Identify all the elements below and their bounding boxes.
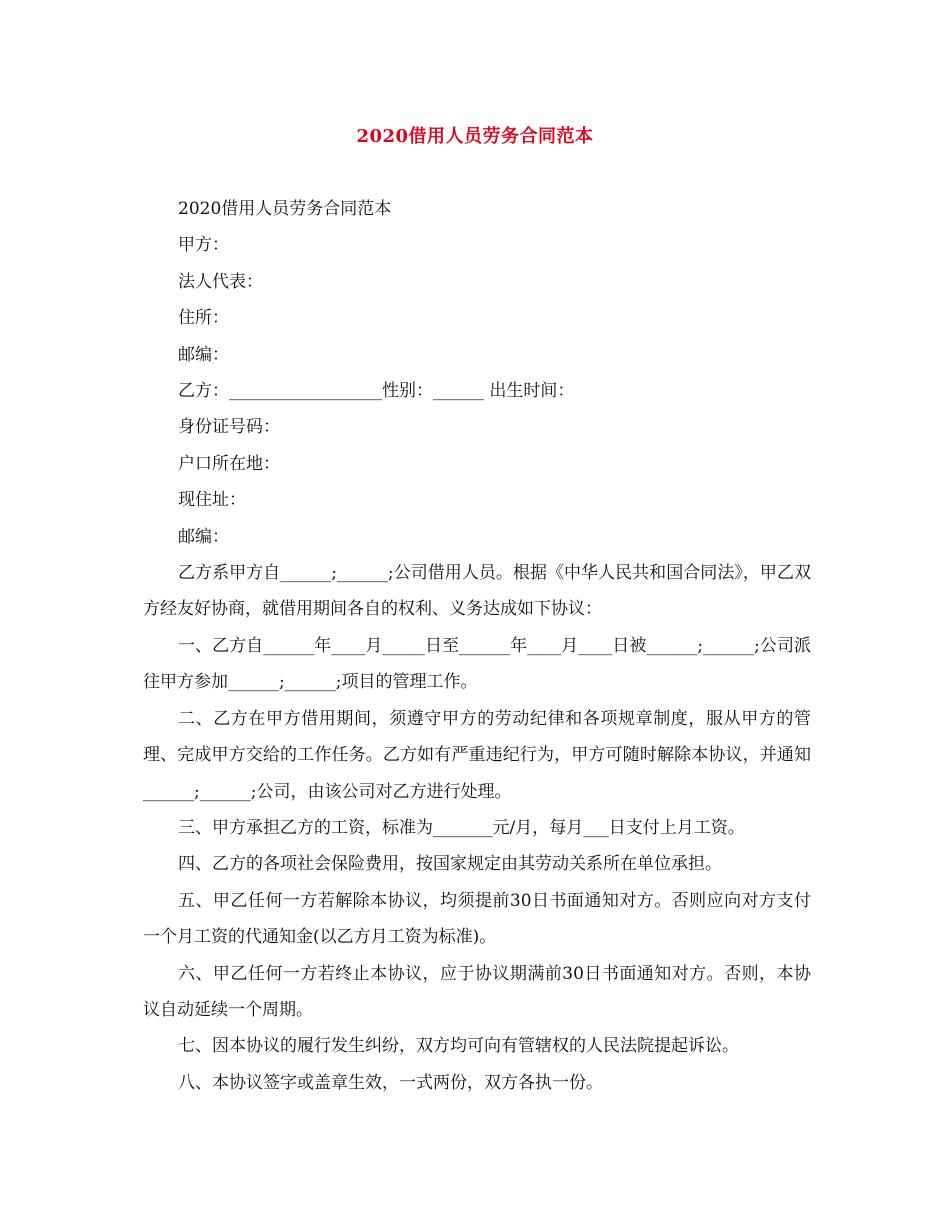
paragraph-legal-representative: 法人代表：	[178, 271, 263, 292]
clause-5: 五、甲乙任何一方若解除本协议，均须提前30日书面通知对方。否则应向对方支付一个月工资的代通知金(以乙方月工资为标准)。	[143, 890, 811, 948]
clause-8: 八、本协议签字或盖章生效，一式两份，双方各执一份。	[178, 1072, 603, 1093]
paragraph-party-a: 甲方：	[178, 235, 229, 256]
paragraph-current-address: 现住址：	[178, 490, 246, 511]
paragraph-party-b: 乙方：__________________性别：______ 出生时间：	[178, 381, 575, 402]
paragraph-residence: 住所：	[178, 308, 229, 329]
clause-4: 四、乙方的各项社会保险费用，按国家规定由其劳动关系所在单位承担。	[178, 854, 722, 875]
clause-7: 七、因本协议的履行发生纠纷，双方均可向有管辖权的人民法院提起诉讼。	[178, 1036, 739, 1057]
paragraph-registered-residence: 户口所在地：	[178, 453, 280, 474]
clause-3: 三、甲方承担乙方的工资，标准为_______元/月，每月___日支付上月工资。	[178, 817, 745, 838]
paragraph-id-number: 身份证号码：	[178, 417, 280, 438]
document-body	[143, 191, 811, 1101]
paragraph-heading: 2020借用人员劳务合同范本	[178, 199, 392, 219]
paragraph-postcode-b: 邮编：	[178, 526, 229, 547]
paragraph-preamble: 乙方系甲方自______;______;公司借用人员。根据《中华人民共和国合同法》，甲乙双方经友好协商，就借用期间各自的权利、义务达成如下协议：	[143, 563, 811, 620]
clause-1: 一、乙方自______年____月_____日至______年____月____日被______;______;公司派往甲方参加______;______;项目的管理工作。	[143, 635, 811, 693]
paragraph-postcode-a: 邮编：	[178, 344, 229, 365]
document-title: 2020借用人员劳务合同范本	[356, 126, 594, 147]
clause-6: 六、甲乙任何一方若终止本协议，应于协议期满前30日书面通知对方。否则，本协议自动延续一个周期。	[143, 963, 811, 1020]
clause-2: 二、乙方在甲方借用期间，须遵守甲方的劳动纪律和各项规章制度，服从甲方的管理、完成甲方交给的工作任务。乙方如有严重违纪行为，甲方可随时解除本协议，并通知______;______;公司，由该公司对乙方进行处理。	[143, 708, 811, 802]
